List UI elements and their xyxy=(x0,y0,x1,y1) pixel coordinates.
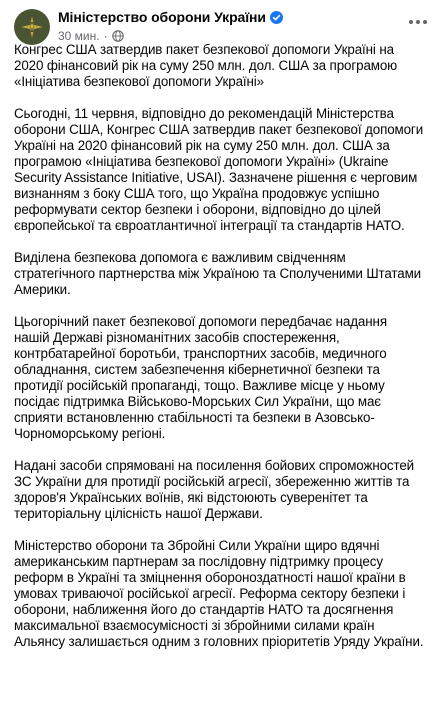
more-options-icon xyxy=(408,19,428,25)
verified-badge-icon xyxy=(270,11,283,24)
globe-icon xyxy=(112,30,124,42)
post-paragraph: Сьогодні, 11 червня, відповідно до рекомендацій Міністерства оборони США, Конгрес США затвердив пакет безпекової допомоги Україні на 2020 фінансовий рік на суму 250 млн. дол. США за програмою «Ініціатива безпекової допомоги Україні» (Ukraine Security Assistance Initiative, USAI). Зазначене рішення є черговим визнанням з боку США того, що Україна продовжує успішно реформувати сектор безпеки і оборони, відповідно до цілей європейської та євроатлантичної інтеграції та стандартів НАТО. xyxy=(14,106,424,233)
post-paragraph: Надані засоби спрямовані на посилення бойових спроможностей ЗС України для протидії російській агресії, збереженню життів та здоров'я Українських воїнів, які відстоюють суверенітет та територіальну цілісність нашої Держави. xyxy=(14,458,415,521)
page-name[interactable]: Міністерство оборони України xyxy=(58,9,266,25)
more-options-button[interactable] xyxy=(404,12,432,32)
post-paragraph: Міністерство оборони та Збройні Сили України щиро вдячні американським партнерам за послідовну підтримку процесу реформ в Україні та зміцнення обороноздатності нашої країни в умовах триваючої російської агресії. Реформа сектору безпеки і оборони, наближення його до стандартів НАТО та досягнення максимальної взаємосумісності зі збройними силами країн Альянсу залишається одним з головних пріоритетів Уряду України. xyxy=(14,538,424,649)
post-paragraph: Цьогорічний пакет безпекової допомоги передбачає надання нашій Державі різноманітних засобів спостереження, контрбатарейної боротьби, транспортних засобів, медичного обладнання, систем забезпечення кібернетичної безпеки та протидії російській пропаганді, тощо. Важливе місце у ньому посідає підтримка Військово-Морських Сил України, що має сприяти встановленню стабільності та безпеки в Азовсько- Чорноморському регіоні. xyxy=(14,314,387,441)
page-name-row xyxy=(58,8,404,26)
post-timestamp[interactable]: 30 мин. xyxy=(58,28,100,43)
post-content xyxy=(14,42,432,650)
page-avatar[interactable] xyxy=(14,9,50,45)
ministry-emblem-icon xyxy=(19,14,45,40)
post-headline-paragraph: Конгрес США затвердив пакет безпекової допомоги Україні на 2020 фінансовий рік на суму 250 млн. дол. США за програмою «Ініціатива безпекової допомоги Україні» xyxy=(14,42,398,89)
meta-separator: · xyxy=(103,28,108,43)
post-paragraph: Виділена безпекова допомога є важливим свідченням стратегічного партнерства між Україною та Сполученими Штатами Америки. xyxy=(14,250,422,297)
post-time-row xyxy=(58,28,404,43)
post-meta xyxy=(58,8,404,43)
